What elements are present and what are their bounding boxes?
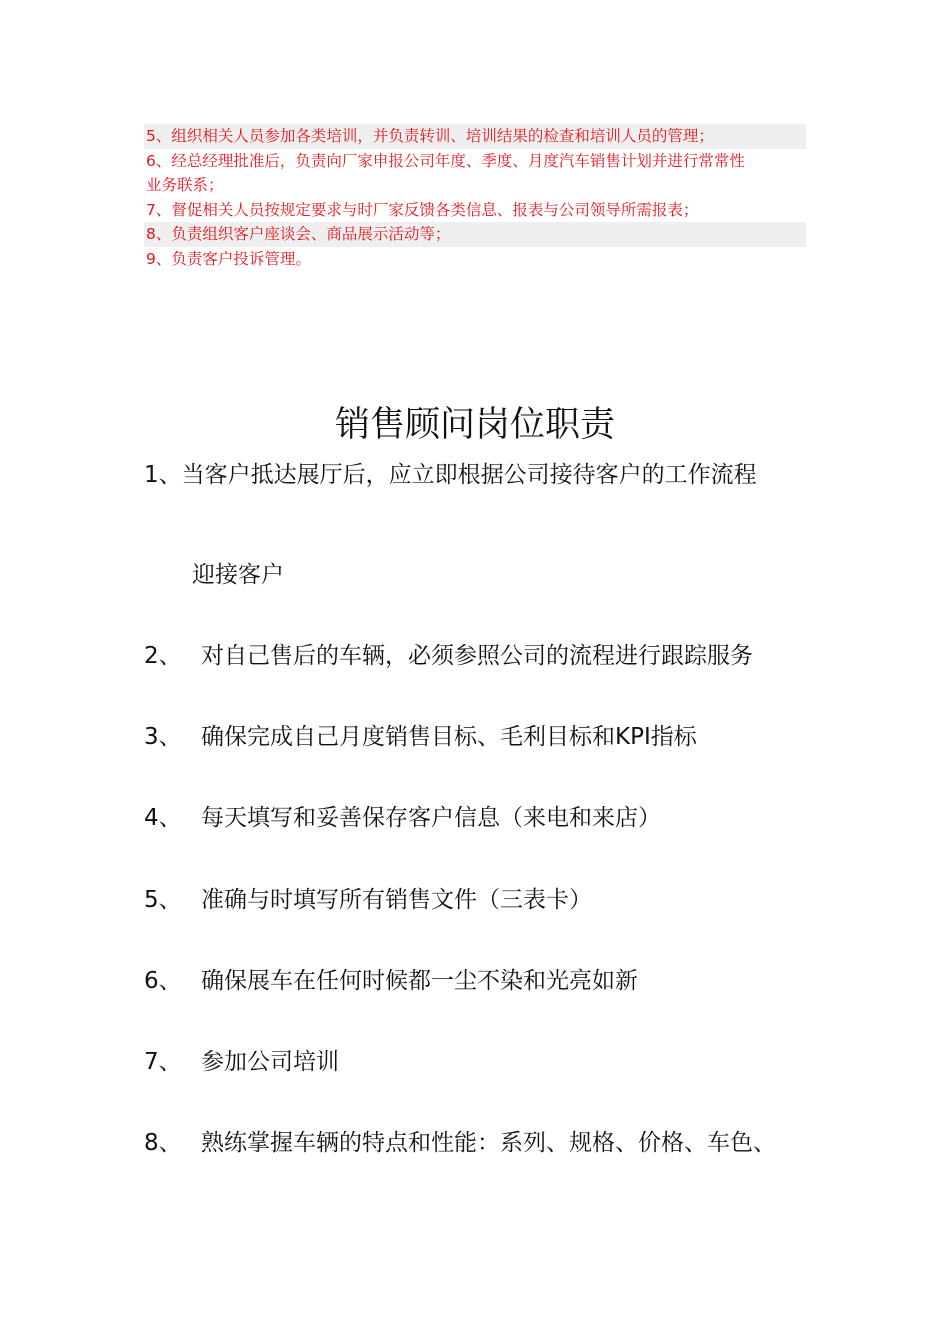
item-text: 准确与时填写所有销售文件（三表卡） [201, 887, 592, 913]
item-number: 4、 [144, 805, 182, 831]
list-item [144, 1126, 776, 1160]
item-number: 3、 [144, 724, 182, 750]
list-item [144, 964, 638, 998]
duty-line: 7、督促相关人员按规定要求与时厂家反馈各类信息、报表与公司领导所需报表； [146, 200, 699, 219]
list-item [144, 1045, 339, 1079]
previous-duties-list [144, 124, 806, 271]
duty-line: 9、负责客户投诉管理。 [146, 249, 311, 268]
item-text: 熟练掌握车辆的特点和性能：系列、规格、价格、车色、 [201, 1130, 776, 1156]
item-text: 参加公司培训 [201, 1049, 339, 1075]
item-number: 5、 [144, 887, 182, 913]
list-item-1: 1、当客户抵达展厅后，应立即根据公司接待客户的工作流程 [144, 462, 757, 488]
item-text: 确保完成自己月度销售目标、毛利目标和KPI指标 [201, 724, 697, 750]
list-item [144, 639, 753, 673]
item-number: 6、 [144, 968, 182, 994]
item-text: 对自己售后的车辆，必须参照公司的流程进行跟踪服务 [201, 643, 753, 669]
page-title: 销售顾问岗位职责 [334, 405, 615, 445]
duty-line: 5、组织相关人员参加各类培训，并负责转训、培训结果的检查和培训人员的管理； [144, 124, 806, 149]
list-item-1-continuation: 迎接客户 [192, 562, 284, 588]
duty-line: 业务联系； [146, 176, 224, 194]
duty-line: 6、经总经理批准后，负责向厂家申报公司年度、季度、月度汽车销售计划并进行常常性 [146, 151, 745, 170]
list-item [144, 883, 592, 917]
list-item [144, 801, 661, 835]
item-number: 2、 [144, 643, 182, 669]
item-number: 7、 [144, 1049, 182, 1075]
item-number: 8、 [144, 1130, 182, 1156]
item-text: 确保展车在任何时候都一尘不染和光亮如新 [201, 968, 638, 994]
duty-line: 8、负责组织客户座谈会、商品展示活动等； [144, 222, 806, 247]
list-item [144, 720, 697, 754]
item-text: 每天填写和妥善保存客户信息（来电和来店） [201, 805, 661, 831]
